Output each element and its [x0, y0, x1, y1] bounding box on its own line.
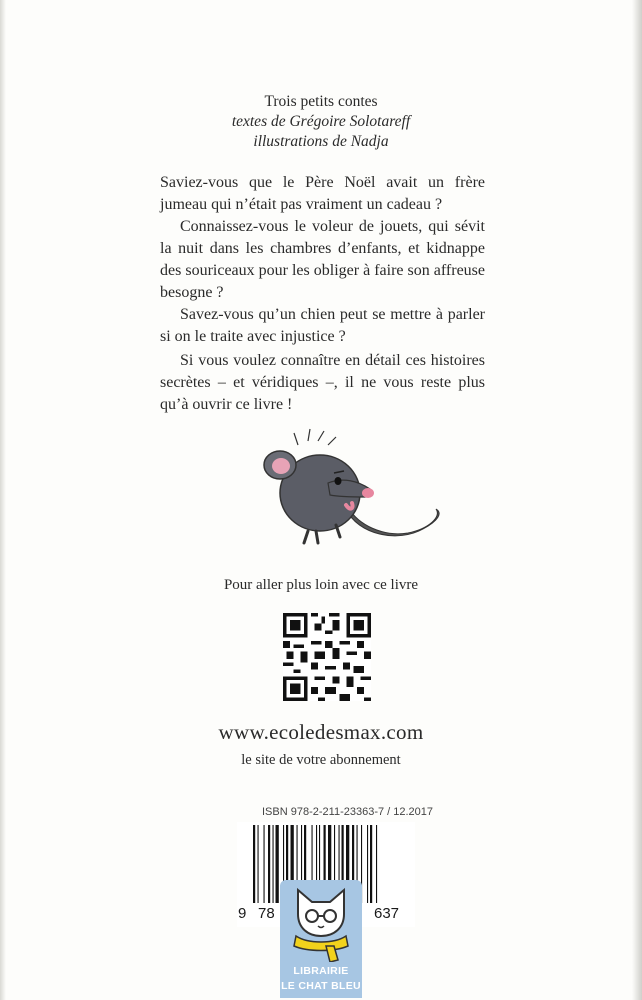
bookstore-badge	[280, 880, 362, 998]
author-credit: textes de Grégoire Solotareff	[231, 113, 411, 130]
isbn-text: ISBN 978-2-211-23363-7 / 12.2017	[262, 806, 434, 818]
mouse-illustration	[258, 425, 448, 555]
qr-code[interactable]	[283, 613, 371, 701]
blurb-closing: Si vous voulez connaître en détail ces histoires secrètes – et véridiques –, il ne vous reste plus qu’à ouvrir ce livre !	[160, 352, 485, 413]
blurb-questions	[160, 172, 485, 348]
cat-icon	[284, 884, 358, 962]
badge-line-2: LE CHAT BLEU	[281, 980, 361, 992]
barcode-digit-first: 9	[238, 905, 247, 922]
badge-line-1: LIBRAIRIE	[293, 965, 349, 977]
collection-title: Trois petits contes	[264, 93, 378, 110]
barcode-digits-right: 637	[374, 905, 400, 922]
website-caption: le site de votre abonnement	[241, 752, 401, 768]
blurb-question-2: Connaissez-vous le voleur de jouets, qui sévit la nuit dans les chambres d’enfants, et kidnappe des souriceaux pour les obliger à faire son affreuse besogne ?	[160, 218, 485, 301]
more-info-label: Pour aller plus loin avec ce livre	[223, 577, 419, 593]
illustrator-credit: illustrations de Nadja	[253, 133, 389, 150]
barcode-digits-left: 78	[258, 905, 275, 922]
book-credits	[0, 92, 642, 152]
website-link[interactable]: www.ecoledesmax.com	[218, 720, 424, 744]
blurb-question-1: Saviez-vous que le Père Noël avait un frère jumeau qui n’était pas vraiment un cadeau ?	[160, 174, 485, 213]
blurb-question-3: Savez-vous qu’un chien peut se mettre à parler si on le traite avec injustice ?	[160, 306, 485, 345]
